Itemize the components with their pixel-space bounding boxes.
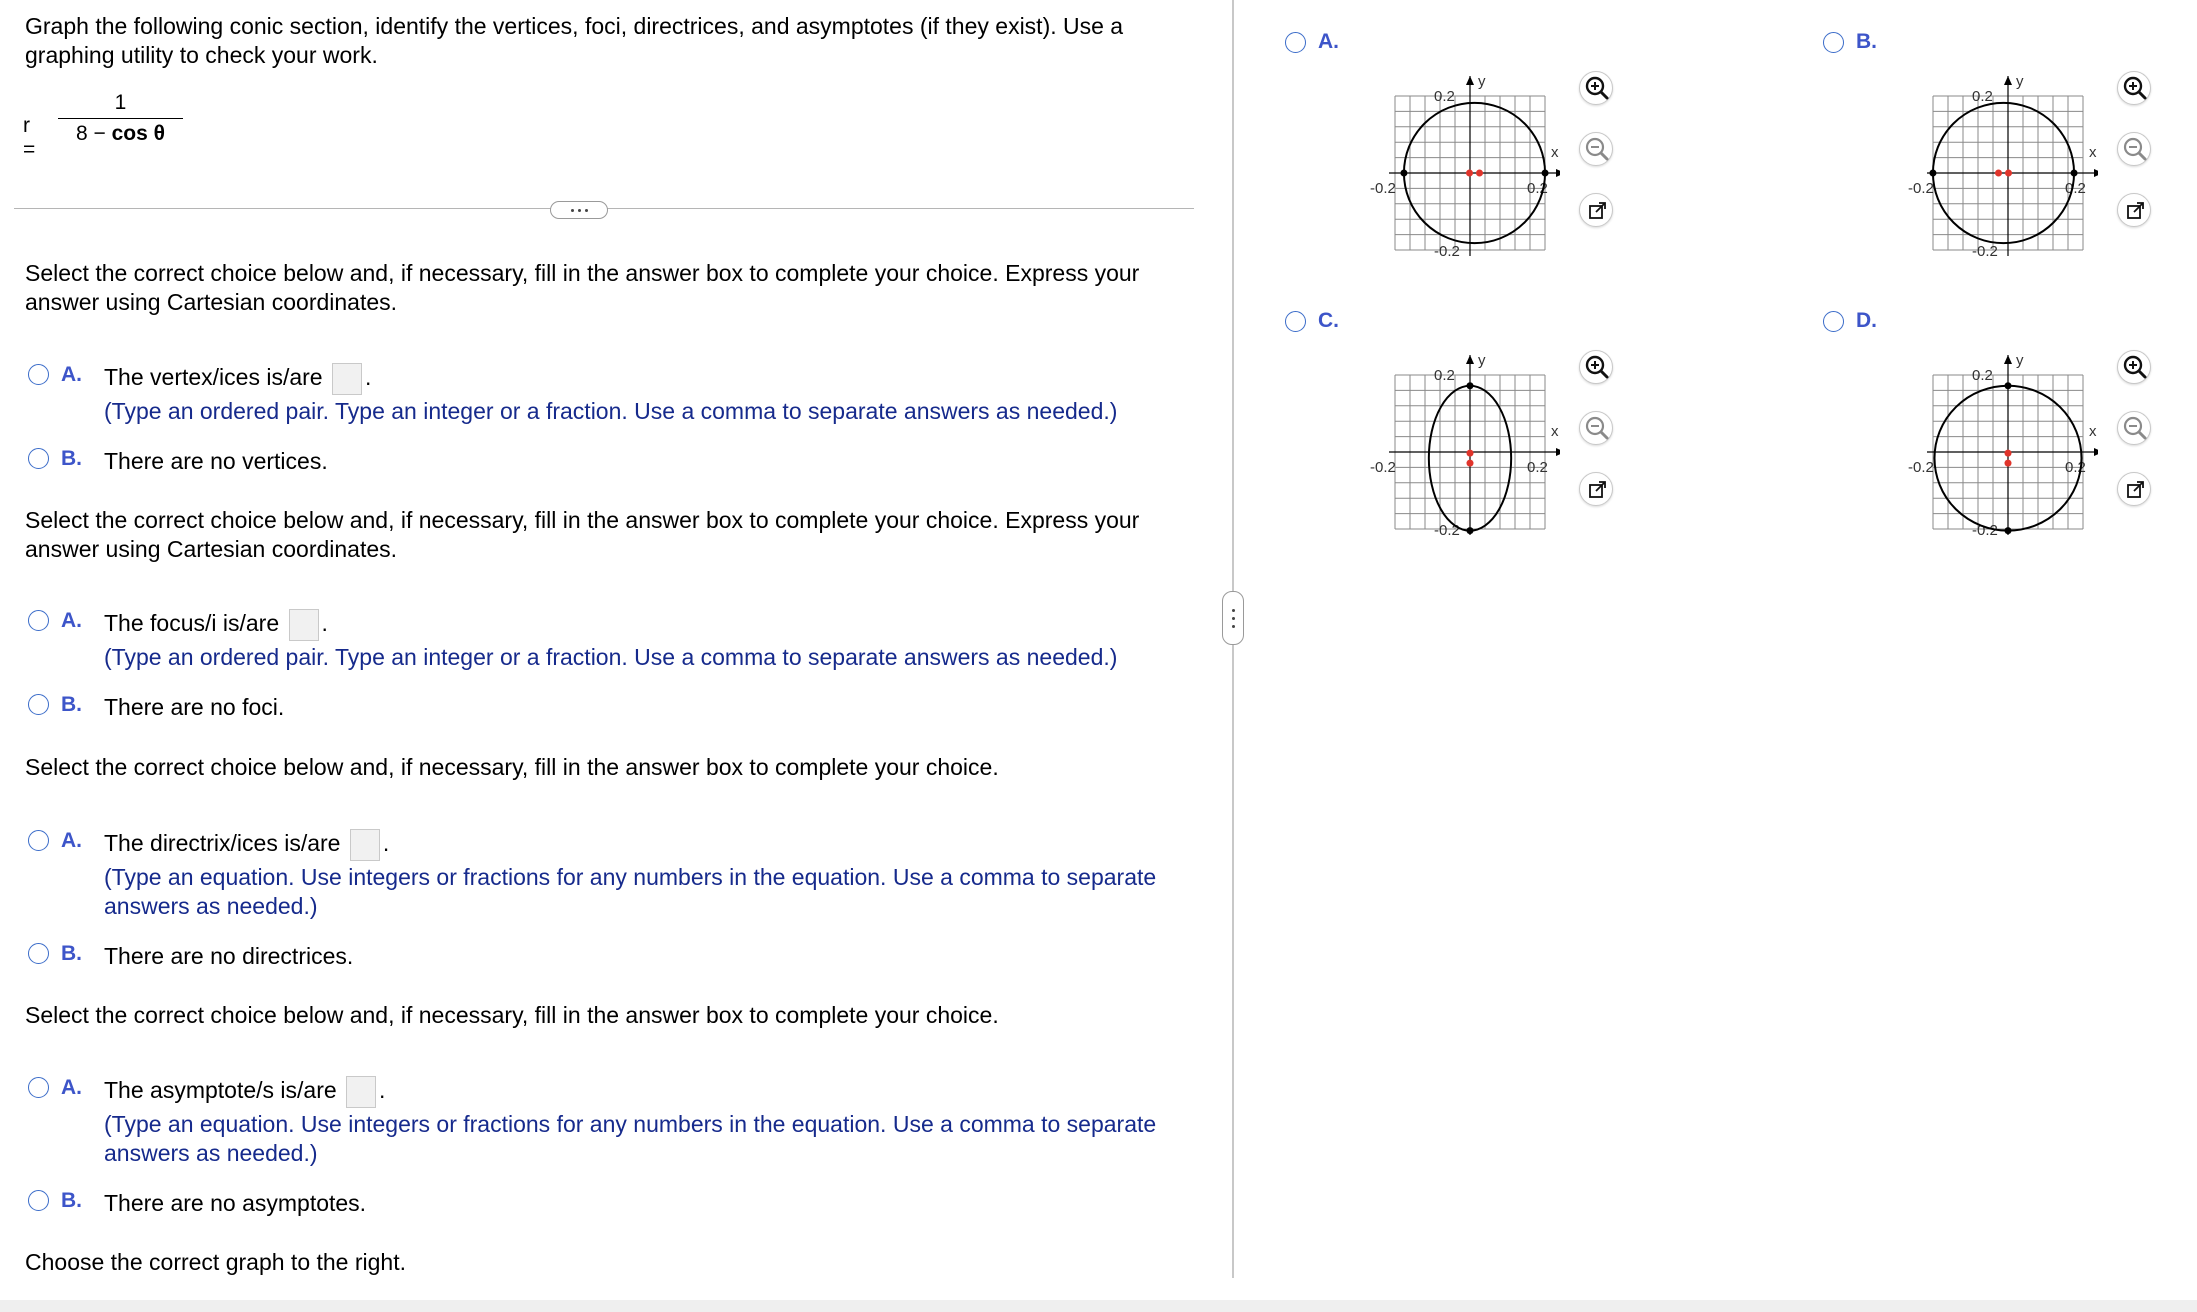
input-hint: (Type an ordered pair. Type an integer or a fraction. Use a comma to separate answers as needed.) [104,398,1118,424]
focus-point [1466,170,1473,177]
x-axis-label: x [1551,423,1559,440]
radio-button[interactable] [28,830,49,851]
x-min-label: -0.2 [1908,459,1934,476]
choice-letter: A. [61,609,82,632]
radio-button[interactable] [28,943,49,964]
vertex-point [1467,382,1474,389]
x-max-label: 0.2 [1527,459,1548,476]
conic-graph [1888,347,2098,537]
foci-answer-box[interactable] [289,609,319,641]
x-axis-label: x [1551,144,1559,161]
choice-letter: B. [61,693,82,716]
conic-graph [1350,347,1560,537]
x-min-label: -0.2 [1908,180,1934,197]
choice-letter: B. [61,447,82,470]
choice-text: The asymptote/s is/are [104,1077,337,1104]
zoom-out-icon[interactable] [2117,132,2151,166]
vertex-point [1542,170,1549,177]
denominator-prefix: 8 − [76,122,106,145]
radio-button[interactable] [28,1077,49,1098]
y-axis-label: y [1478,73,1486,90]
input-hint: (Type an equation. Use integers or fractions for any numbers in the equation. Use a comma to separate answers as needed.) [104,864,1157,919]
choice-letter: D. [1856,309,1877,332]
popout-icon[interactable] [2117,193,2151,227]
x-max-label: 0.2 [2065,180,2086,197]
y-axis-arrow [1466,76,1474,85]
popout-icon[interactable] [1579,472,1613,506]
focus-point [1467,450,1474,457]
y-max-label: 0.2 [1972,367,1993,384]
focus-point [2005,450,2012,457]
vertex-point [1400,170,1407,177]
radio-button[interactable] [28,448,49,469]
y-min-label: -0.2 [1972,522,1998,537]
zoom-out-icon[interactable] [2117,411,2151,445]
zoom-in-icon[interactable] [1579,71,1613,105]
radio-button[interactable] [28,694,49,715]
asymptotes-instruction: Select the correct choice below and, if necessary, fill in the answer box to complete your choice. [25,1002,999,1028]
popout-icon[interactable] [1579,193,1613,227]
equation-denominator [58,119,183,149]
x-max-label: 0.2 [1527,180,1548,197]
popout-icon[interactable] [2117,472,2151,506]
y-axis-label: y [1478,352,1486,369]
y-min-label: -0.2 [1434,243,1460,258]
radio-button[interactable] [28,610,49,631]
conic-graph [1888,68,2098,258]
graph-prompt: Choose the correct graph to the right. [25,1249,406,1275]
expand-more-button[interactable] [550,201,608,219]
y-min-label: -0.2 [1972,243,1998,258]
radio-button[interactable] [1823,311,1844,332]
y-max-label: 0.2 [1972,88,1993,105]
radio-button[interactable] [1285,311,1306,332]
zoom-out-icon[interactable] [1579,411,1613,445]
choice-text: There are no foci. [104,694,285,720]
choice-letter: A. [1318,30,1339,53]
vertex-point [1467,527,1474,534]
vertex-point [2005,527,2012,534]
choice-text: There are no directrices. [104,943,354,969]
radio-button[interactable] [1285,32,1306,53]
vertex-point [1929,170,1936,177]
focus-point [1995,170,2002,177]
choice-letter: A. [61,1076,82,1099]
x-axis-arrow [1556,448,1560,456]
vertices-instruction: Select the correct choice below and, if necessary, fill in the answer box to complete your choice. Express your answer using Cartesian coordinates. [25,260,1140,315]
input-hint: (Type an ordered pair. Type an integer or a fraction. Use a comma to separate answers as needed.) [104,644,1118,670]
choice-letter: B. [1856,30,1877,53]
conic-graph [1350,68,1560,258]
choice-text: There are no vertices. [104,448,328,474]
equation-fraction [58,88,183,149]
x-axis-arrow [2094,448,2098,456]
choice-text: There are no asymptotes. [104,1190,367,1216]
input-hint: (Type an equation. Use integers or fractions for any numbers in the equation. Use a comma to separate answers as needed.) [104,1111,1157,1166]
directrices-answer-box[interactable] [350,829,380,861]
y-max-label: 0.2 [1434,88,1455,105]
focus-point [2005,170,2012,177]
y-axis-label: y [2016,73,2024,90]
y-axis-arrow [2004,355,2012,364]
denominator-function: cos θ [111,122,165,145]
choice-text: The focus/i is/are [104,610,280,637]
x-axis-arrow [1556,169,1560,177]
y-max-label: 0.2 [1434,367,1455,384]
choice-letter: B. [61,1189,82,1212]
radio-button[interactable] [1823,32,1844,53]
focus-point [2005,460,2012,467]
y-axis-label: y [2016,352,2024,369]
equation-lhs: r = [23,114,36,161]
question-panel: Graph the following conic section, identify the vertices, foci, directrices, and asymptotes (if they exist). Use a graphing utility to check your work. r = 1 8 − cos θ Select the correct choice below and, if necessary, fill in the answer box to complete your choice. Express your answer using Cartesian coordinates. A. The vertex/ices is/are . (Type an ordered pair. Type an integer or a fraction. Use a comma to separate answers as needed.) B. There are no vertices. Select the correct choice below and, if necessary, fill in the answer box to complete your choice. Express your answer using Cartesian coordinates. A. The focus/i is/are . (Type an ordered pair. Type an integer or a fraction. Use a comma to separate answers as needed.) B. There are no foci. Select the correct choice below and, if necessary, fill in the answer box to complete your choice. A. The directrix/ices is/are . (Type an equation. Use integers or fractions for any numbers in the equation. Use a comma to separate answers as needed.) B. There are no directrices. Select the correct choice below and, if necessary, fill in the answer box to complete your choice. A. The asymptote/s is/are . (Type an equation. Use integers or fractions for any numbers in the equation. Use a comma to separate answers as needed.) B. There are no asymptotes. Choose the correct graph to the right. [0,0,1220,1300]
zoom-in-icon[interactable] [2117,350,2151,384]
x-min-label: -0.2 [1370,180,1396,197]
directrices-instruction: Select the correct choice below and, if necessary, fill in the answer box to complete your choice. [25,754,999,780]
vertices-answer-box[interactable] [332,363,362,395]
bottom-bar [0,1300,2197,1312]
question-prompt: Graph the following conic section, identify the vertices, foci, directrices, and asymptotes (if they exist). Use a graphing utility to check your work. [25,13,1124,68]
vertex-point [2005,382,2012,389]
choice-text: The vertex/ices is/are [104,364,323,391]
x-max-label: 0.2 [2065,459,2086,476]
x-min-label: -0.2 [1370,459,1396,476]
radio-button[interactable] [28,1190,49,1211]
choice-letter: A. [61,363,82,386]
choice-letter: C. [1318,309,1339,332]
y-min-label: -0.2 [1434,522,1460,537]
asymptotes-answer-box[interactable] [346,1076,376,1108]
choice-letter: B. [61,942,82,965]
vertex-point [2071,170,2078,177]
x-axis-label: x [2089,144,2097,161]
focus-point [1467,460,1474,467]
zoom-in-icon[interactable] [2117,71,2151,105]
y-axis-arrow [2004,76,2012,85]
x-axis-label: x [2089,423,2097,440]
radio-button[interactable] [28,364,49,385]
choice-text: The directrix/ices is/are [104,830,341,857]
equation-numerator: 1 [114,91,127,114]
zoom-in-icon[interactable] [1579,350,1613,384]
y-axis-arrow [1466,355,1474,364]
x-axis-arrow [2094,169,2098,177]
focus-point [1476,170,1483,177]
graph-options-panel [1235,0,2197,1300]
zoom-out-icon[interactable] [1579,132,1613,166]
foci-instruction: Select the correct choice below and, if necessary, fill in the answer box to complete your choice. Express your answer using Cartesian coordinates. [25,507,1140,562]
choice-letter: A. [61,829,82,852]
